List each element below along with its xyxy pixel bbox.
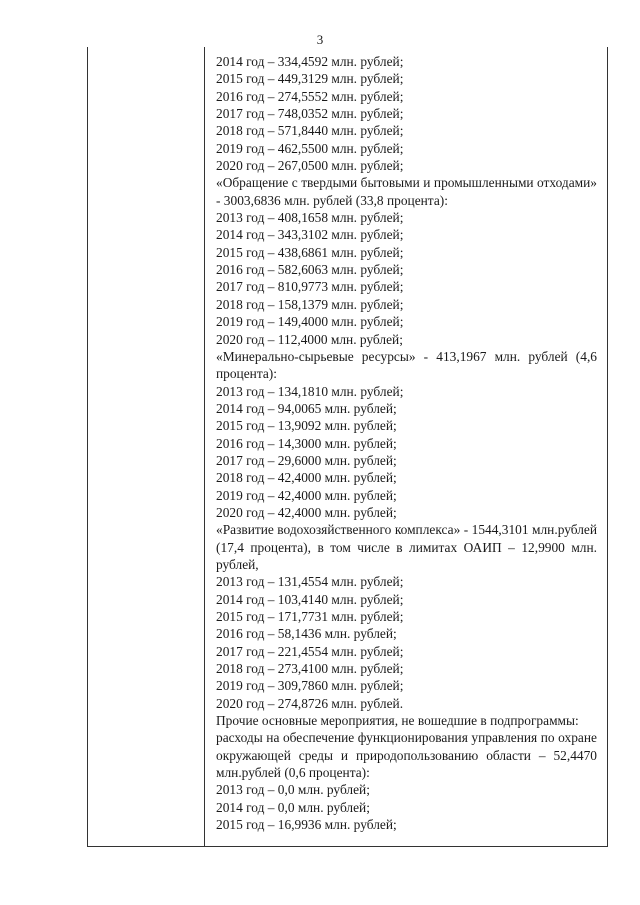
section-waste-title: «Обращение с твердыми бытовыми и промышленными отходами» - 3003,6836 млн. рублей (33,8 процента): [216, 175, 597, 208]
funding-list-other [216, 781, 597, 833]
section-minerals-title: «Минерально-сырьевые ресурсы» - 413,1967 млн. рублей (4,6 процента): [216, 348, 597, 382]
section-water-title: «Развитие водохозяйственного комплекса» - 1544,3101 млн.рублей (17,4 процента), в том числе в лимитах ОАИП – 12,9900 млн. рублей, [216, 522, 597, 572]
list-item: 2015 год – 171,7731 млн. рублей; [216, 609, 404, 624]
list-item: 2017 год – 810,9773 млн. рублей; [216, 279, 404, 295]
section-other-text: расходы на обеспечение функционирования управления по охране окружающей среды и природопользованию области – 52,4470 млн.рублей (0,6 процента): [216, 730, 597, 781]
list-item: 2013 год – 0,0 млн. рублей; [216, 782, 370, 798]
page-number: 3 [316, 32, 324, 47]
section-other-title: Прочие основные мероприятия, не вошедшие в подпрограммы: [216, 713, 579, 729]
list-item: 2015 год – 449,3129 млн. рублей; [216, 71, 404, 87]
list-item: 2017 год – 29,6000 млн. рублей; [216, 452, 397, 468]
list-item: 2014 год – 334,4592 млн. рублей; [216, 54, 404, 69]
list-item: 2015 год – 438,6861 млн. рублей; [216, 244, 404, 260]
list-item: 2018 год – 273,4100 млн. рублей; [216, 661, 404, 677]
list-item: 2015 год – 13,9092 млн. рублей; [216, 418, 397, 434]
document-table [87, 47, 608, 847]
list-item: 2013 год – 134,1810 млн. рублей; [216, 383, 404, 399]
left-column [88, 47, 205, 846]
list-item: 2020 год – 42,4000 млн. рублей; [216, 504, 397, 520]
list-item: 2020 год – 112,4000 млн. рублей; [216, 331, 403, 347]
list-item: 2019 год – 149,4000 млн. рублей; [216, 314, 404, 330]
list-item: 2020 год – 267,0500 млн. рублей; [216, 158, 404, 174]
funding-list-waste [216, 209, 597, 348]
list-item: 2019 год – 42,4000 млн. рублей; [216, 487, 397, 503]
list-item: 2016 год – 58,1436 млн. рублей; [216, 626, 397, 642]
list-item: 2018 год – 42,4000 млн. рублей; [216, 470, 397, 486]
list-item: 2018 год – 571,8440 млн. рублей; [216, 123, 404, 139]
list-item: 2013 год – 408,1658 млн. рублей; [216, 210, 404, 226]
list-item: 2018 год – 158,1379 млн. рублей; [216, 296, 404, 312]
list-item: 2017 год – 221,4554 млн. рублей; [216, 643, 404, 659]
list-item: 2016 год – 582,6063 млн. рублей; [216, 262, 404, 278]
list-item: 2013 год – 131,4554 млн. рублей; [216, 574, 404, 590]
list-item: 2014 год – 343,3102 млн. рублей; [216, 227, 404, 243]
list-item: 2015 год – 16,9936 млн. рублей; [216, 817, 397, 833]
list-item: 2020 год – 274,8726 млн. рублей. [216, 695, 404, 711]
funding-list-minerals [216, 383, 597, 522]
funding-list-main [216, 53, 597, 174]
list-item: 2016 год – 14,3000 млн. рублей; [216, 435, 397, 451]
list-item: 2014 год – 94,0065 млн. рублей; [216, 400, 397, 416]
list-item: 2019 год – 462,5500 млн. рублей; [216, 140, 404, 156]
funding-list-water [216, 573, 597, 712]
list-item: 2019 год – 309,7860 млн. рублей; [216, 678, 404, 694]
list-item: 2014 год – 103,4140 млн. рублей; [216, 591, 404, 607]
list-item: 2017 год – 748,0352 млн. рублей; [216, 106, 404, 122]
right-column [205, 47, 607, 846]
list-item: 2016 год – 274,5552 млн. рублей; [216, 88, 404, 104]
list-item: 2014 год – 0,0 млн. рублей; [216, 799, 370, 815]
